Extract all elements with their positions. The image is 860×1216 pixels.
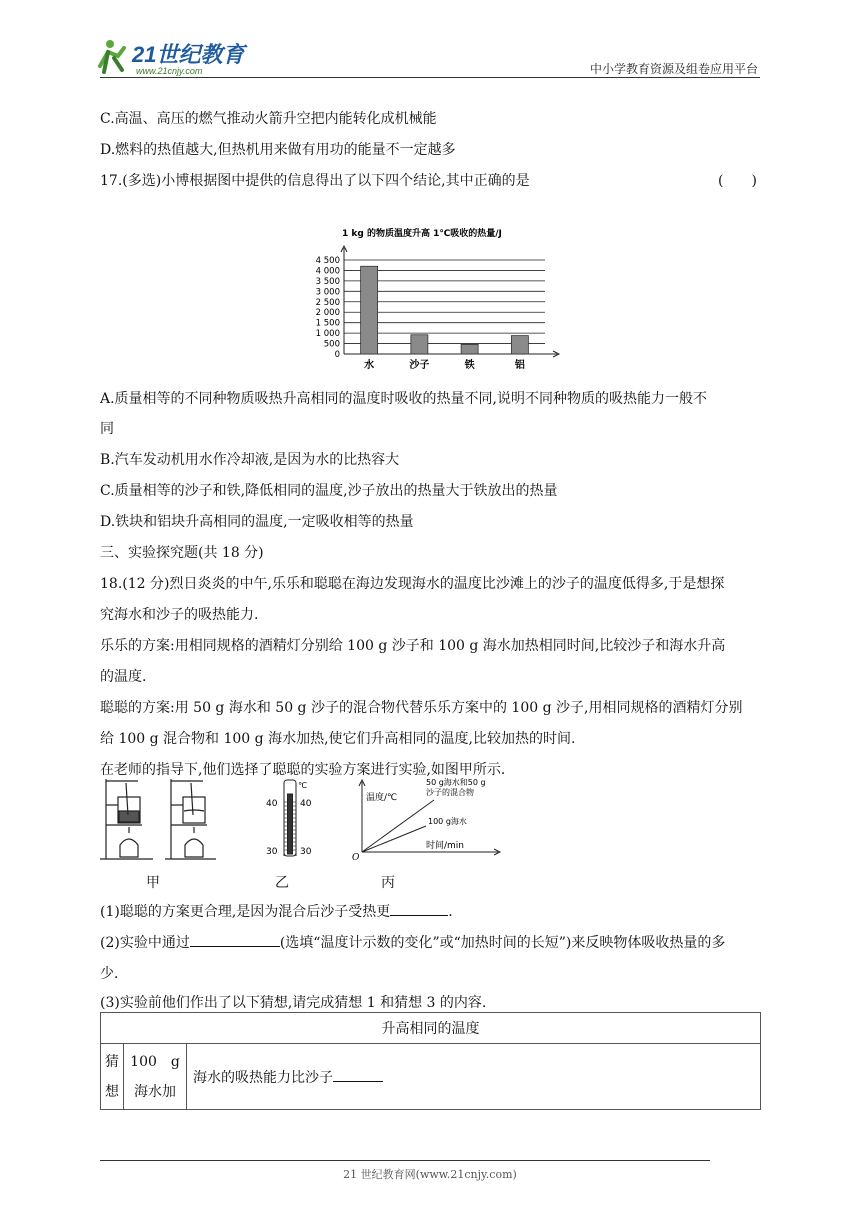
y-tick-label: 2 500	[315, 297, 340, 308]
y-tick-label: 3 500	[315, 276, 340, 287]
hypothesis-table	[100, 1012, 761, 1110]
table-cell-condition: 100 g 海水加	[124, 1044, 187, 1110]
chart-title: 1 kg 的物质温度升高 1℃吸收的热量/J	[342, 229, 502, 239]
congcong-plan-cont: 给 100 g 混合物和 100 g 海水加热,使它们升高相同的温度,比较加热的时间.	[100, 731, 576, 747]
y-tick-label: 3 000	[315, 287, 340, 298]
sub-question-2-cont: 少.	[100, 966, 119, 982]
q16-option-d: D.燃料的热值越大,但热机用来做有用功的能量不一定越多	[100, 142, 456, 158]
bar	[361, 266, 378, 354]
caption-yi: 乙	[275, 875, 289, 891]
lele-plan: 乐乐的方案:用相同规格的酒精灯分别给 100 g 沙子和 100 g 海水加热相同时间,比较沙子和海水升高	[100, 638, 726, 654]
svg-text:O: O	[352, 853, 360, 862]
platform-name: 中小学教育资源及组卷应用平台	[589, 62, 758, 76]
x-tick-label: 铝	[514, 360, 525, 371]
y-tick-label: 2 000	[315, 308, 340, 319]
bar	[511, 336, 528, 354]
svg-text:℃: ℃	[298, 781, 307, 790]
q17-option-a-cont: 同	[100, 421, 114, 437]
site-logo	[96, 36, 266, 78]
lele-plan-cont: 的温度.	[100, 669, 147, 685]
alcohol-lamp-right	[185, 839, 203, 857]
answer-blank[interactable]	[333, 1069, 383, 1082]
q17-option-c: C.质量相等的沙子和铁,降低相同的温度,沙子放出的热量大于铁放出的热量	[100, 483, 558, 499]
sub-question-2: (2)实验中通过 (选填“温度计示数的变化”或“加热时间的长短”)来反映物体吸收热量的多	[100, 935, 726, 951]
q16-option-c: C.高温、高压的燃气推动火箭升空把内能转化成机械能	[100, 111, 437, 127]
footer-text: 21 世纪教育网(www.21cnjy.com)	[343, 1168, 517, 1181]
y-tick-label: 4 500	[315, 256, 340, 266]
bar-chart	[300, 222, 565, 374]
mixture-line	[362, 800, 434, 852]
bar	[461, 344, 478, 354]
header-divider	[100, 77, 760, 78]
table-cell-label: 猜 想	[101, 1044, 124, 1110]
svg-text:30: 30	[266, 847, 278, 857]
figure-line-graph	[348, 776, 508, 862]
svg-text:21世纪教育: 21世纪教育	[132, 42, 245, 67]
y-tick-label: 4 000	[315, 266, 340, 277]
caption-bing: 丙	[381, 875, 395, 891]
y-tick-label: 1 500	[315, 318, 340, 329]
sub-question-3: (3)实验前他们作出了以下猜想,请完成猜想 1 和猜想 3 的内容.	[100, 995, 487, 1011]
answer-blank[interactable]	[390, 903, 448, 916]
caption-jia: 甲	[146, 875, 160, 891]
y-tick-label: 500	[323, 339, 340, 350]
x-tick-label: 铁	[464, 360, 475, 371]
answer-blank[interactable]	[190, 934, 280, 947]
answer-bracket: ( )	[718, 173, 757, 189]
svg-text:30: 30	[300, 847, 312, 857]
svg-text:温度/℃: 温度/℃	[366, 793, 398, 803]
teacher-guidance: 在老师的指导下,他们选择了聪聪的实验方案进行实验,如图甲所示.	[100, 762, 506, 778]
q17-option-d: D.铁块和铝块升高相同的温度,一定吸收相等的热量	[100, 514, 414, 530]
q17-option-a: A.质量相等的不同种物质吸热升高相同的温度时吸收的热量不同,说明不同种物质的吸热能力一般不	[100, 391, 708, 407]
svg-text:40: 40	[266, 799, 278, 809]
svg-text:时间/min: 时间/min	[426, 841, 465, 851]
figure-apparatus	[98, 775, 218, 865]
alcohol-lamp-left	[120, 839, 138, 857]
q18-stem-cont: 究海水和沙子的吸热能力.	[100, 607, 259, 623]
q17-stem: 17.(多选)小博根据图中提供的信息得出了以下四个结论,其中正确的是	[100, 173, 530, 189]
svg-text:50 g海水和50 g: 50 g海水和50 g	[426, 778, 486, 787]
figure-thermometer	[262, 776, 320, 860]
x-tick-label: 水	[364, 360, 375, 371]
footer-divider	[100, 1160, 710, 1161]
svg-text:www.21cnjy.com: www.21cnjy.com	[136, 66, 203, 76]
y-tick-label: 0	[334, 350, 340, 360]
table-header: 升高相同的温度	[101, 1013, 761, 1044]
sub-question-1: (1)聪聪的方案更合理,是因为混合后沙子受热更 .	[100, 904, 453, 920]
table-cell-hypothesis: 海水的吸热能力比沙子	[187, 1044, 761, 1110]
section-title: 三、实验探究题(共 18 分)	[100, 545, 264, 561]
svg-text:沙子的混合物: 沙子的混合物	[426, 788, 474, 797]
svg-text:40: 40	[300, 799, 312, 809]
q18-stem: 18.(12 分)烈日炎炎的中午,乐乐和聪聪在海边发现海水的温度比沙滩上的沙子的温度低得多,于是想探	[100, 576, 725, 592]
y-tick-label: 1 000	[315, 329, 340, 340]
runner-icon	[100, 40, 124, 72]
svg-text:100 g海水: 100 g海水	[428, 817, 467, 826]
x-tick-label: 沙子	[409, 360, 430, 371]
q17-option-b: B.汽车发动机用水作冷却液,是因为水的比热容大	[100, 452, 400, 468]
bar	[411, 335, 428, 354]
congcong-plan: 聪聪的方案:用 50 g 海水和 50 g 沙子的混合物代替乐乐方案中的 100 g 沙子,用相同规格的酒精灯分别	[100, 700, 743, 716]
water-line	[362, 826, 426, 852]
